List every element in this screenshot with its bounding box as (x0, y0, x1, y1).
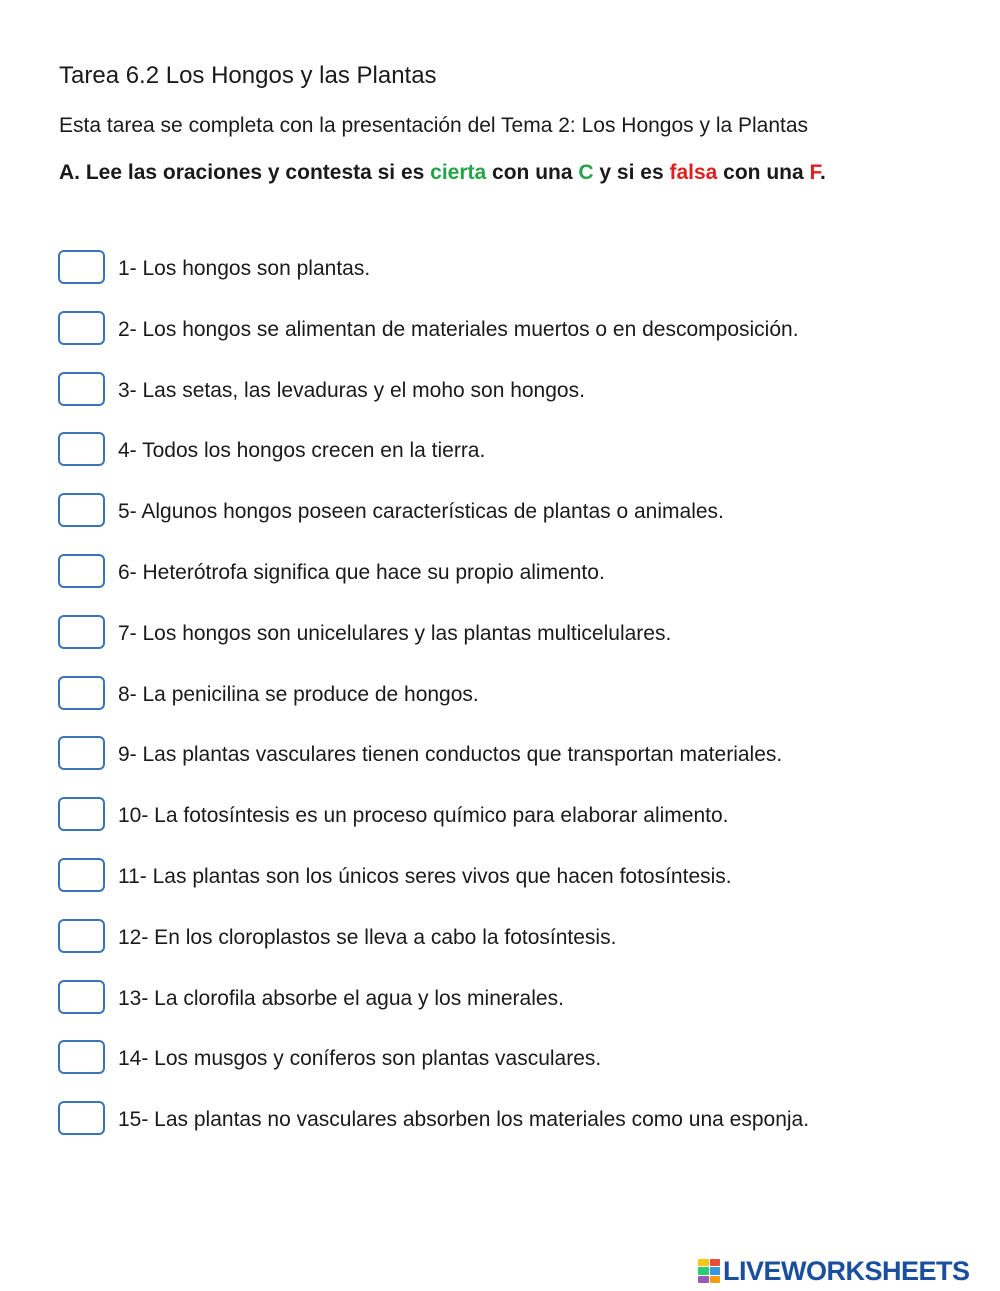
question-text-5: 5- Algunos hongos poseen características de plantas o animales. (118, 500, 724, 524)
question-row (58, 311, 978, 372)
question-row (58, 493, 978, 554)
question-text-12: 12- En los cloroplastos se lleva a cabo la fotosíntesis. (118, 925, 617, 949)
answer-box-6[interactable] (58, 554, 105, 588)
question-text-2: 2- Los hongos se alimentan de materiales muertos o en descomposición. (118, 317, 799, 341)
answer-box-8[interactable] (58, 676, 105, 710)
question-text-13: 13- La clorofila absorbe el agua y los minerales. (118, 986, 564, 1010)
question-row (58, 372, 978, 433)
answer-box-10[interactable] (58, 797, 105, 831)
question-row (58, 980, 978, 1041)
question-text-4: 4- Todos los hongos crecen en la tierra. (118, 439, 486, 463)
question-row (58, 676, 978, 737)
f-letter: F (809, 161, 821, 184)
answer-box-5[interactable] (58, 493, 105, 527)
answer-box-14[interactable] (58, 1040, 105, 1074)
logo-text: LIVEWORKSHEETS (723, 1255, 970, 1286)
question-text-7: 7- Los hongos son unicelulares y las plantas multicelulares. (118, 621, 672, 645)
instructions-text: con una (486, 161, 579, 184)
answer-box-7[interactable] (58, 615, 105, 649)
answer-box-1[interactable] (58, 250, 105, 284)
question-row (58, 1040, 978, 1101)
answer-box-9[interactable] (58, 736, 105, 770)
answer-box-11[interactable] (58, 858, 105, 892)
question-text-11: 11- Las plantas son los únicos seres vivos que hacen fotosíntesis. (118, 864, 732, 888)
question-row (58, 736, 978, 797)
answer-box-4[interactable] (58, 432, 105, 466)
answer-box-2[interactable] (58, 311, 105, 345)
question-row (58, 554, 978, 615)
question-row (58, 858, 978, 919)
question-row (58, 250, 978, 311)
question-text-6: 6- Heterótrofa significa que hace su propio alimento. (118, 560, 605, 584)
question-text-14: 14- Los musgos y coníferos son plantas vasculares. (118, 1047, 602, 1071)
instructions-text: con una (717, 161, 810, 184)
question-text-8: 8- La penicilina se produce de hongos. (118, 682, 479, 706)
liveworksheets-logo (698, 1257, 970, 1285)
instructions-text: y si es (593, 161, 670, 184)
instructions-text: A. Lee las oraciones y contesta si es (59, 161, 431, 184)
page-title: Tarea 6.2 Los Hongos y las Plantas (59, 62, 437, 89)
cierta-word: cierta (430, 161, 487, 184)
question-text-1: 1- Los hongos son plantas. (118, 257, 371, 280)
question-text-9: 9- Las plantas vasculares tienen conductos que transportan materiales. (118, 743, 783, 767)
instructions (59, 161, 826, 185)
question-text-15: 15- Las plantas no vasculares absorben los materiales como una esponja. (118, 1108, 810, 1132)
c-letter: C (578, 161, 594, 184)
answer-box-15[interactable] (58, 1101, 105, 1135)
falsa-word: falsa (669, 161, 718, 184)
question-row (58, 432, 978, 493)
question-row (58, 615, 978, 676)
answer-box-13[interactable] (58, 980, 105, 1014)
question-text-3: 3- Las setas, las levaduras y el moho son hongos. (118, 378, 585, 402)
answer-box-3[interactable] (58, 372, 105, 406)
question-row (58, 797, 978, 858)
answer-box-12[interactable] (58, 919, 105, 953)
question-text-10: 10- La fotosíntesis es un proceso químico para elaborar alimento. (118, 804, 729, 828)
instructions-text: . (820, 161, 826, 184)
question-row (58, 919, 978, 980)
page-subtitle: Esta tarea se completa con la presentación del Tema 2: Los Hongos y la Plantas (59, 114, 809, 137)
liveworksheets-logo-icon (698, 1259, 720, 1283)
question-row (58, 1101, 978, 1162)
question-list (58, 250, 978, 1162)
